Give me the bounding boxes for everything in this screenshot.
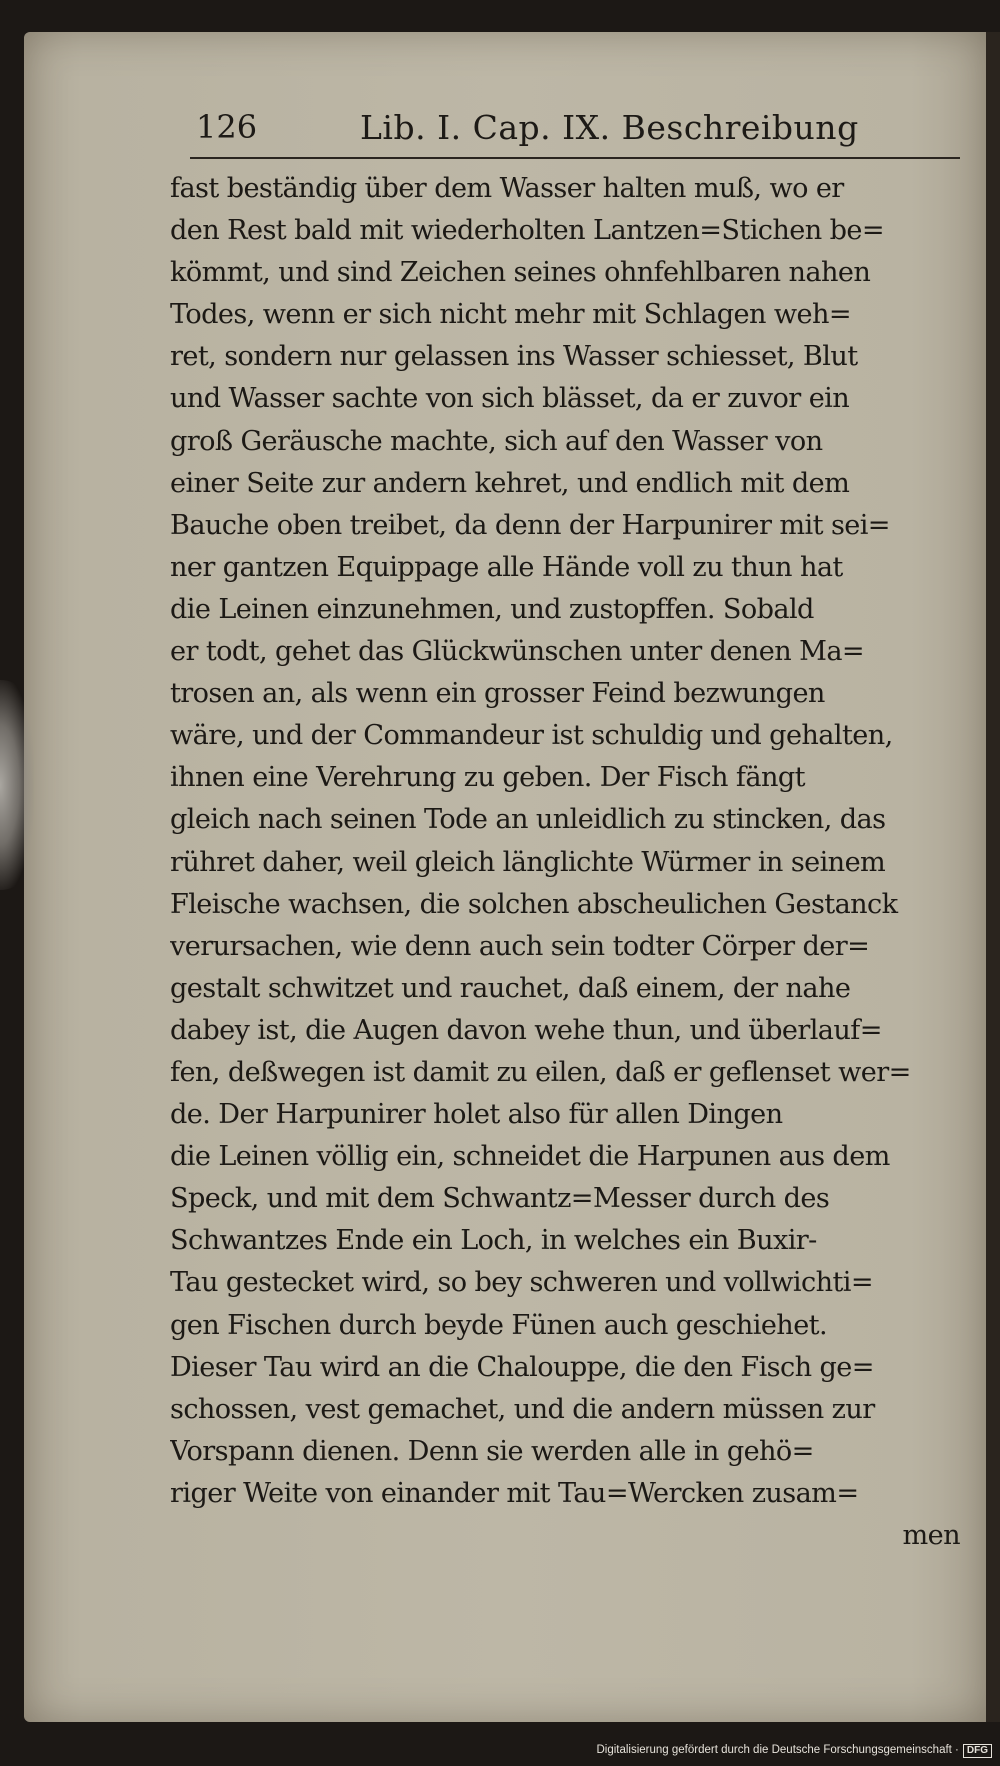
- text-line: Speck, und mit dem Schwantz=Messer durch des: [170, 1183, 830, 1215]
- text-line: riger Weite von einander mit Tau=Wercken zusam=: [170, 1477, 859, 1509]
- text-line: einer Seite zur andern kehret, und endlich mit dem: [170, 467, 850, 499]
- text-line: gen Fischen durch beyde Fünen auch geschiehet.: [170, 1309, 827, 1341]
- credit-text: Digitalisierung gefördert durch die Deutsche Forschungsgemeinschaft ·: [596, 1744, 959, 1756]
- text-line: gestalt schwitzet und rauchet, daß einem, der nahe: [170, 972, 851, 1004]
- text-line: de. Der Harpunirer holet also für allen Dingen: [170, 1099, 783, 1131]
- text-line: er todt, gehet das Glückwünschen unter denen Ma=: [170, 636, 865, 668]
- text-line: ihnen eine Verehrung zu geben. Der Fisch fängt: [170, 762, 805, 794]
- text-line: trosen an, als wenn ein grosser Feind bezwungen: [170, 678, 825, 710]
- text-line: wäre, und der Commandeur ist schuldig und gehalten,: [170, 720, 893, 752]
- text-line: Dieser Tau wird an die Chalouppe, die den Fisch ge=: [170, 1351, 874, 1383]
- text-line: den Rest bald mit wiederholten Lantzen=Stichen be=: [170, 215, 885, 247]
- text-line: Schwantzes Ende ein Loch, in welches ein Buxir-: [170, 1225, 817, 1257]
- text-line: gleich nach seinen Tode an unleidlich zu stincken, das: [170, 804, 886, 836]
- text-line: Vorspann dienen. Denn sie werden alle in gehö=: [170, 1435, 814, 1467]
- text-line: fen, deßwegen ist damit zu eilen, daß er geflenset wer=: [170, 1056, 911, 1088]
- header-rule: [190, 157, 960, 159]
- text-line: verursachen, wie denn auch sein todter Cörper der=: [170, 930, 870, 962]
- text-line: Bauche oben treibet, da denn der Harpunirer mit sei=: [170, 509, 890, 541]
- text-line: rühret daher, weil gleich länglichte Würmer in seinem: [170, 846, 886, 878]
- text-line: die Leinen einzunehmen, und zustopffen. Sobald: [170, 593, 814, 625]
- text-line: groß Geräusche machte, sich auf den Wasser von: [170, 425, 823, 457]
- text-line: ner gantzen Equippage alle Hände voll zu thun hat: [170, 551, 843, 583]
- text-line: Todes, wenn er sich nicht mehr mit Schlagen weh=: [170, 299, 852, 331]
- body-text: [170, 168, 960, 1557]
- running-head: Lib. I. Cap. IX. Beschreibung: [360, 108, 859, 147]
- digitization-credit: [596, 1744, 992, 1758]
- text-line: Fleische wachsen, die solchen abscheulichen Gestanck: [170, 888, 898, 920]
- dfg-logo: DFG: [963, 1744, 992, 1758]
- text-line: Tau gestecket wird, so bey schweren und vollwichti=: [170, 1267, 874, 1299]
- text-line: die Leinen völlig ein, schneidet die Harpunen aus dem: [170, 1141, 890, 1173]
- text-line: kömmt, und sind Zeichen seines ohnfehlbaren nahen: [170, 257, 871, 289]
- catchword: men: [902, 1520, 960, 1551]
- text-line: dabey ist, die Augen davon wehe thun, und überlauf=: [170, 1014, 882, 1046]
- text-line: ret, sondern nur gelassen ins Wasser schiesset, Blut: [170, 341, 858, 373]
- page-number: 126: [196, 108, 258, 146]
- page-edge-shadow: [0, 680, 34, 890]
- text-line: schossen, vest gemachet, und die andern müssen zur: [170, 1393, 875, 1425]
- text-line: fast beständig über dem Wasser halten muß, wo er: [170, 173, 844, 204]
- text-line: und Wasser sachte von sich blässet, da er zuvor ein: [170, 383, 850, 415]
- scan-right-border: [986, 32, 1000, 1722]
- page-header: [160, 108, 950, 154]
